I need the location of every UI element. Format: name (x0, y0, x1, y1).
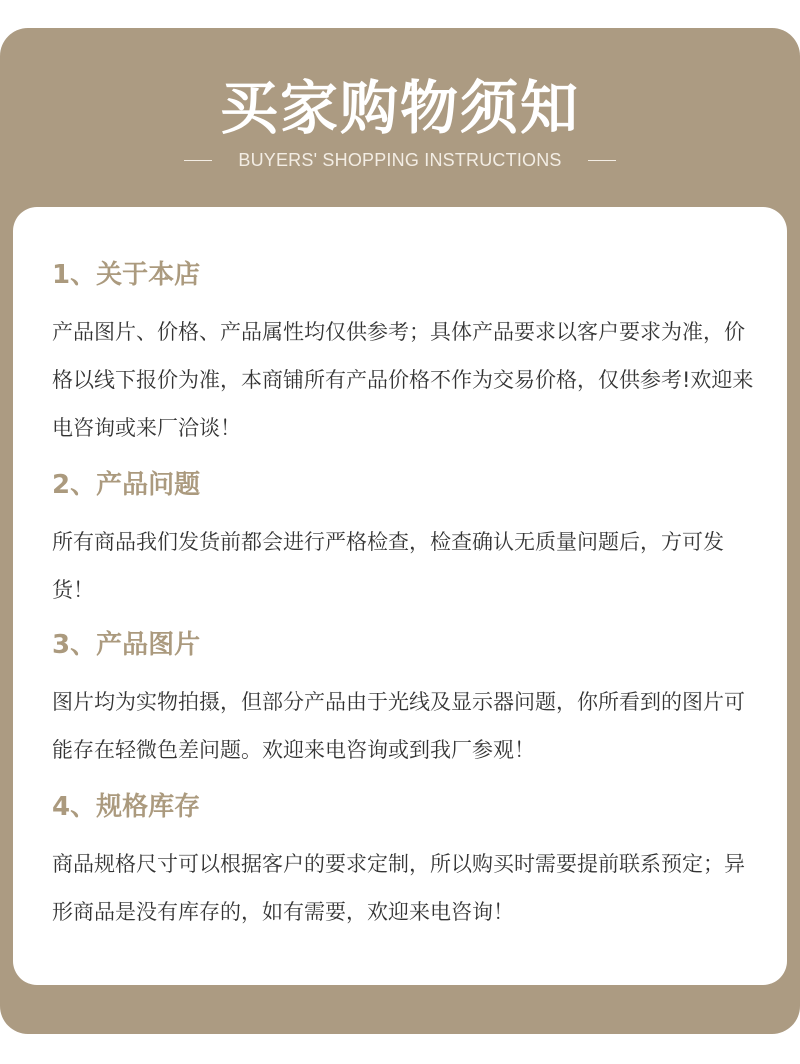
section-specs-stock (52, 790, 757, 936)
section-body: 图片均为实物拍摄，但部分产品由于光线及显示器问题，你所看到的图片可能存在轻微色差问题。欢迎来电咨询或到我厂参观！ (52, 690, 745, 762)
section-about-store (52, 258, 757, 452)
section-heading: 2、产品问题 (52, 470, 201, 500)
page-title: 买家购物须知 (219, 74, 580, 142)
section-heading: 3、产品图片 (52, 630, 201, 660)
section-body: 商品规格尺寸可以根据客户的要求定制，所以购买时需要提前联系预定；异形商品是没有库存的，如有需要，欢迎来电咨询！ (52, 852, 745, 924)
subtitle-divider-left (184, 160, 212, 161)
page-subtitle: BUYERS' SHOPPING INSTRUCTIONS (238, 149, 562, 170)
section-heading: 4、规格库存 (52, 792, 201, 822)
subtitle-divider-right (588, 160, 616, 161)
section-product-images (52, 628, 757, 774)
subtitle-row (0, 148, 800, 172)
section-body: 所有商品我们发货前都会进行严格检查，检查确认无质量问题后，方可发货！ (52, 530, 724, 602)
section-product-issues (52, 468, 757, 614)
section-body: 产品图片、价格、产品属性均仅供参考；具体产品要求以客户要求为准，价格以线下报价为准，本商铺所有产品价格不作为交易价格，仅供参考!欢迎来电咨询或来厂洽谈！ (52, 320, 754, 440)
section-heading: 1、关于本店 (52, 260, 201, 290)
